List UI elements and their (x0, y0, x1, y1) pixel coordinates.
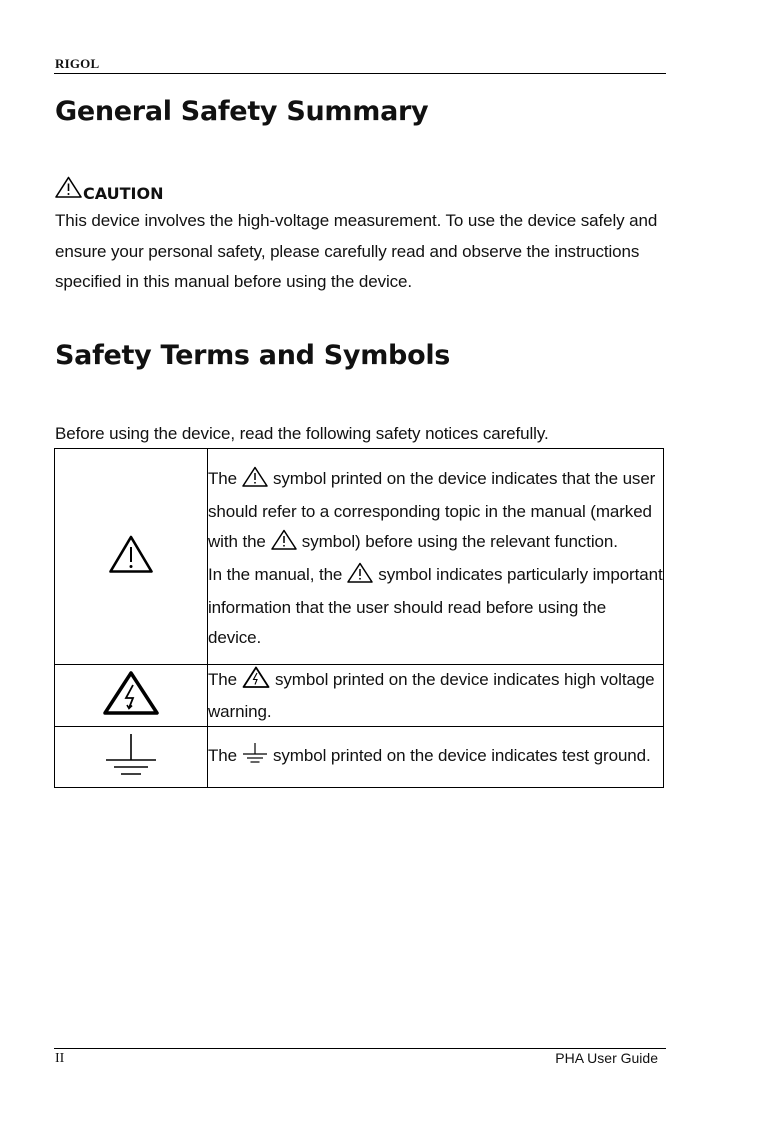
text-fragment: symbol printed on the device indicates test ground. (273, 746, 651, 765)
caution-heading (55, 176, 163, 203)
caution-label: CAUTION (83, 184, 164, 203)
warning-triangle-icon (55, 176, 82, 203)
ground-icon (103, 765, 159, 782)
header-brand: RIGOL (55, 56, 100, 71)
header-rule (54, 73, 666, 74)
page-number: II (55, 1051, 65, 1066)
symbol-cell (55, 665, 208, 727)
warning-triangle-icon (271, 529, 297, 560)
safety-symbols-table (54, 448, 664, 788)
text-fragment: The (208, 670, 237, 689)
intro-text: Before using the device, read the following safety notices carefully. (55, 424, 549, 443)
footer-rule (54, 1048, 666, 1049)
description-cell (208, 449, 664, 665)
section-title: Safety Terms and Symbols (55, 340, 451, 371)
ground-icon (242, 742, 268, 773)
description-paragraph (208, 560, 663, 653)
page-title: General Safety Summary (55, 96, 429, 127)
text-fragment: symbol printed on the device indicates that the user should refer to a corresponding topic in the manual (marked with the (208, 468, 656, 551)
warning-triangle-icon (108, 561, 154, 578)
high-voltage-icon (242, 666, 270, 697)
warning-triangle-icon (242, 466, 268, 497)
symbol-cell (55, 727, 208, 788)
text-fragment: In the manual, the (208, 564, 343, 584)
document-title: PHA User Guide (555, 1050, 658, 1066)
table-row (55, 449, 664, 665)
text-fragment: The (208, 746, 237, 765)
text-fragment: symbol indicates particularly important information that the user should read before using the device. (208, 564, 663, 647)
table-row (55, 665, 664, 727)
text-fragment: The (208, 468, 237, 488)
caution-text: This device involves the high-voltage measurement. To use the device safely and ensure your personal safety, please carefully read and observe the instructions specified in this manual before using the device. (55, 211, 658, 291)
text-fragment: symbol) before using the relevant function. (301, 531, 618, 551)
description-cell (208, 727, 664, 788)
description-cell (208, 665, 664, 727)
symbol-cell (55, 449, 208, 665)
table-row (55, 727, 664, 788)
high-voltage-icon (102, 703, 160, 720)
warning-triangle-icon (347, 562, 373, 593)
text-fragment: symbol printed on the device indicates high voltage warning. (208, 670, 655, 721)
description-paragraph (208, 464, 663, 560)
